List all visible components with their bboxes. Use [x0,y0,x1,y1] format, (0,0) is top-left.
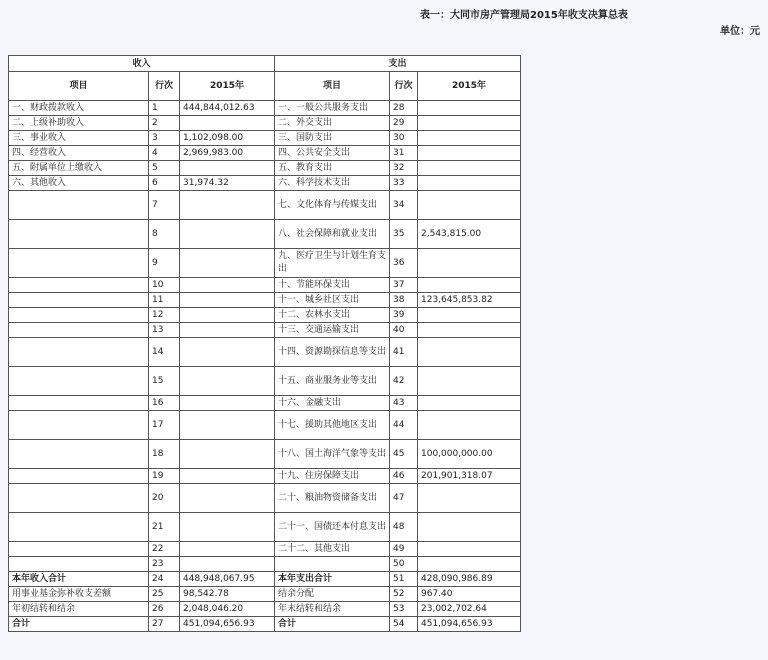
expense-row-no-cell: 44 [390,411,418,440]
income-item-cell [9,249,149,278]
income-item-cell [9,469,149,484]
income-row-no-cell: 8 [149,220,180,249]
income-amount-cell: 444,844,012.63 [180,101,275,116]
income-row-no-cell: 3 [149,131,180,146]
table-row [9,411,521,440]
expense-item-cell: 本年支出合计 [275,572,390,587]
table-row [9,602,521,617]
income-amount-cell [180,367,275,396]
table-row [9,293,521,308]
income-item-cell [9,278,149,293]
table-row [9,323,521,338]
income-row-no-cell: 10 [149,278,180,293]
expense-amount-cell: 428,090,986.89 [418,572,521,587]
expense-item-cell: 二、外交支出 [275,116,390,131]
expense-item-cell: 七、文化体育与传媒支出 [275,191,390,220]
table-row [9,572,521,587]
expense-amount-cell [418,146,521,161]
expense-item-cell: 十二、农林水支出 [275,308,390,323]
expense-row-no-cell: 47 [390,484,418,513]
income-item-cell [9,440,149,469]
income-amount-cell: 1,102,098.00 [180,131,275,146]
income-amount-cell [180,469,275,484]
expense-amount-cell [418,542,521,557]
income-row-no-cell: 23 [149,557,180,572]
income-row-no-cell: 22 [149,542,180,557]
income-row-no-cell: 20 [149,484,180,513]
expense-row-no-cell: 38 [390,293,418,308]
table-row [9,101,521,116]
expense-item-cell: 十三、交通运输支出 [275,323,390,338]
expense-item-header: 项目 [275,72,390,101]
income-amount-cell [180,293,275,308]
income-item-cell [9,191,149,220]
income-item-cell [9,367,149,396]
expense-item-cell [275,557,390,572]
expense-item-cell: 十九、住房保障支出 [275,469,390,484]
income-amount-cell: 2,048,046.20 [180,602,275,617]
expense-row-no-cell: 33 [390,176,418,191]
income-row-no-cell: 27 [149,617,180,632]
expense-item-cell: 十八、国土海洋气象等支出 [275,440,390,469]
expense-row-no-cell: 34 [390,191,418,220]
income-item-cell [9,484,149,513]
table-row [9,131,521,146]
expense-amount-cell [418,116,521,131]
income-item-cell [9,513,149,542]
income-row-no-cell: 15 [149,367,180,396]
income-item-cell [9,308,149,323]
expense-row-no-cell: 45 [390,440,418,469]
expense-amount-cell: 967.40 [418,587,521,602]
expense-row-no-cell: 40 [390,323,418,338]
income-amount-cell [180,396,275,411]
income-item-cell: 二、上级补助收入 [9,116,149,131]
income-row-no-cell: 25 [149,587,180,602]
income-item-cell: 五、附属单位上缴收入 [9,161,149,176]
table-row [9,557,521,572]
table-row [9,249,521,278]
expense-item-cell: 十四、资源勘探信息等支出 [275,338,390,367]
income-amount-cell [180,513,275,542]
table-row [9,161,521,176]
expense-item-cell: 六、科学技术支出 [275,176,390,191]
income-amount-cell [180,308,275,323]
income-row-no-cell: 14 [149,338,180,367]
income-item-cell [9,396,149,411]
expense-row-no-cell: 35 [390,220,418,249]
expense-header: 支出 [275,56,521,72]
expense-item-cell: 年末结转和结余 [275,602,390,617]
income-amount-cell [180,440,275,469]
expense-item-cell: 八、社会保障和就业支出 [275,220,390,249]
expense-row-no-cell: 50 [390,557,418,572]
income-item-cell: 六、其他收入 [9,176,149,191]
expense-row-no-cell: 48 [390,513,418,542]
income-amount-cell [180,323,275,338]
expense-amount-cell [418,323,521,338]
expense-row-no-cell: 52 [390,587,418,602]
expense-amount-cell [418,176,521,191]
income-row-no-cell: 21 [149,513,180,542]
expense-row-no-cell: 54 [390,617,418,632]
income-amount-cell [180,191,275,220]
expense-amount-cell: 451,094,656.93 [418,617,521,632]
income-amount-cell [180,484,275,513]
income-amount-cell [180,220,275,249]
expense-amount-cell [418,131,521,146]
income-amount-cell: 448,948,067.95 [180,572,275,587]
expense-row-no-cell: 32 [390,161,418,176]
expense-row-no-cell: 39 [390,308,418,323]
table-row [9,617,521,632]
table-row [9,542,521,557]
expense-row-no-cell: 42 [390,367,418,396]
income-row-no-cell: 1 [149,101,180,116]
expense-item-cell: 十一、城乡社区支出 [275,293,390,308]
income-header: 收入 [9,56,275,72]
expense-amount-cell [418,396,521,411]
income-amount-cell: 2,969,983.00 [180,146,275,161]
expense-row-no-cell: 49 [390,542,418,557]
expense-item-cell: 十六、金融支出 [275,396,390,411]
income-amount-cell: 451,094,656.93 [180,617,275,632]
expense-amount-cell [418,278,521,293]
income-row-no-cell: 6 [149,176,180,191]
expense-amount-cell [418,338,521,367]
table-row [9,220,521,249]
expense-row-no-cell: 53 [390,602,418,617]
income-item-header: 项目 [9,72,149,101]
expense-amount-cell [418,249,521,278]
budget-summary-table [8,55,521,632]
expense-item-cell: 二十一、国债还本付息支出 [275,513,390,542]
expense-item-cell: 结余分配 [275,587,390,602]
income-row-no-cell: 18 [149,440,180,469]
group-header-row [9,56,521,72]
expense-item-cell: 四、公共安全支出 [275,146,390,161]
expense-item-cell: 二十二、其他支出 [275,542,390,557]
expense-amount-cell [418,161,521,176]
expense-amount-cell: 201,901,318.07 [418,469,521,484]
income-row-no-cell: 17 [149,411,180,440]
expense-item-cell: 三、国防支出 [275,131,390,146]
table-row [9,146,521,161]
expense-row-no-cell: 46 [390,469,418,484]
table-row [9,338,521,367]
income-row-no-cell: 2 [149,116,180,131]
expense-amount-cell: 23,002,702.64 [418,602,521,617]
expense-amount-cell: 123,645,853.82 [418,293,521,308]
income-row-no-cell: 24 [149,572,180,587]
report-title: 表一：大同市房产管理局2015年收支决算总表 [420,10,628,21]
income-item-cell [9,323,149,338]
expense-row-no-cell: 43 [390,396,418,411]
income-row-no-cell: 9 [149,249,180,278]
income-item-cell [9,220,149,249]
income-row-no-cell: 13 [149,323,180,338]
unit-label: 单位：元 [720,26,760,37]
income-row-no-cell: 26 [149,602,180,617]
column-header-row [9,72,521,101]
income-item-cell: 一、财政拨款收入 [9,101,149,116]
income-row-no-cell: 16 [149,396,180,411]
expense-amount-cell [418,484,521,513]
expense-row-no-cell: 28 [390,101,418,116]
table-row [9,469,521,484]
table-row [9,587,521,602]
expense-amount-cell [418,191,521,220]
income-amount-cell [180,411,275,440]
income-item-cell: 用事业基金弥补收支差额 [9,587,149,602]
expense-amount-cell [418,411,521,440]
income-amount-cell [180,557,275,572]
table-row [9,513,521,542]
income-amount-cell [180,542,275,557]
expense-amount-cell [418,367,521,396]
table-row [9,308,521,323]
expense-item-cell: 十五、商业服务业等支出 [275,367,390,396]
income-item-cell: 合计 [9,617,149,632]
table-row [9,116,521,131]
expense-amount-cell [418,557,521,572]
income-amount-cell [180,278,275,293]
table-row [9,176,521,191]
income-row-no-cell: 12 [149,308,180,323]
expense-row-no-cell: 29 [390,116,418,131]
income-row-no-cell: 11 [149,293,180,308]
table-row [9,396,521,411]
table-row [9,278,521,293]
income-item-cell [9,293,149,308]
income-amount-cell [180,338,275,367]
income-item-cell: 四、经营收入 [9,146,149,161]
income-row-no-cell: 4 [149,146,180,161]
income-year-header: 2015年 [180,72,275,101]
expense-row-no-cell: 51 [390,572,418,587]
income-rowno-header: 行次 [149,72,180,101]
expense-row-no-cell: 37 [390,278,418,293]
table-row [9,367,521,396]
income-row-no-cell: 5 [149,161,180,176]
expense-row-no-cell: 31 [390,146,418,161]
expense-rowno-header: 行次 [390,72,418,101]
income-item-cell: 年初结转和结余 [9,602,149,617]
expense-year-header: 2015年 [418,72,521,101]
expense-amount-cell [418,101,521,116]
table-row [9,191,521,220]
income-item-cell [9,411,149,440]
expense-item-cell: 十、节能环保支出 [275,278,390,293]
income-item-cell: 三、事业收入 [9,131,149,146]
income-amount-cell: 31,974.32 [180,176,275,191]
expense-item-cell: 五、教育支出 [275,161,390,176]
table-row [9,440,521,469]
income-amount-cell [180,249,275,278]
expense-amount-cell: 100,000,000.00 [418,440,521,469]
expense-row-no-cell: 41 [390,338,418,367]
expense-item-cell: 一、一般公共服务支出 [275,101,390,116]
expense-amount-cell: 2,543,815.00 [418,220,521,249]
income-row-no-cell: 19 [149,469,180,484]
income-item-cell: 本年收入合计 [9,572,149,587]
expense-item-cell: 九、医疗卫生与计划生育支出 [275,249,390,278]
expense-amount-cell [418,513,521,542]
income-item-cell [9,542,149,557]
expense-amount-cell [418,308,521,323]
expense-item-cell: 合计 [275,617,390,632]
expense-item-cell: 二十、粮油物资储备支出 [275,484,390,513]
expense-item-cell: 十七、援助其他地区支出 [275,411,390,440]
expense-row-no-cell: 36 [390,249,418,278]
income-item-cell [9,338,149,367]
expense-row-no-cell: 30 [390,131,418,146]
income-row-no-cell: 7 [149,191,180,220]
income-amount-cell: 98,542.78 [180,587,275,602]
income-amount-cell [180,161,275,176]
table-row [9,484,521,513]
income-amount-cell [180,116,275,131]
income-item-cell [9,557,149,572]
